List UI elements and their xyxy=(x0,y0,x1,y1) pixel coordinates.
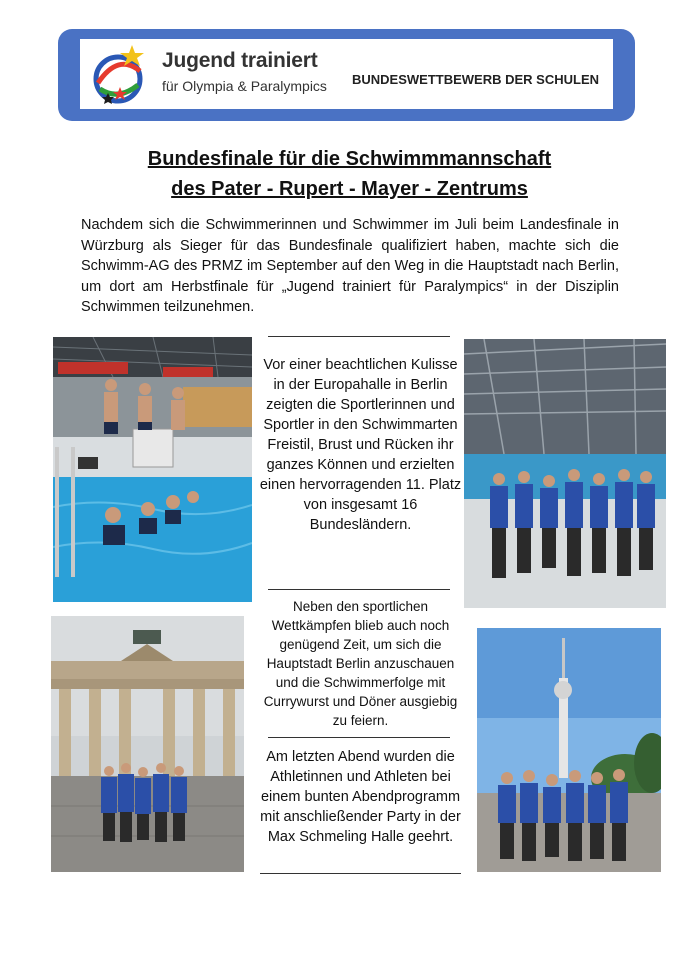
divider-middle xyxy=(268,589,450,590)
photo-pool-swimmers-image xyxy=(53,337,252,602)
paragraph-sightseeing: Neben den sportlichen Wettkämpfen blieb auch noch genügend Zeit, um sich die Hauptstadt Berlin anzuschauen und die Schwimmerfolge mit Currywurst und Döner ausgiebig zu feiern. xyxy=(263,599,458,728)
competition-tagline: BUNDESWETTBEWERB DER SCHULEN xyxy=(352,72,599,87)
paragraph-competition: Vor einer beachtlichen Kulisse in der Europahalle in Berlin zeigten die Sportlerinnen und Sportler in den Schwimmarten Freistil, Brust und Rücken ihr ganzes Können und erzielten einen hervorragenden 11. Platz von insgesamt 16 Bundesländern. xyxy=(259,357,462,533)
page-title-line1: Bundesfinale für die Schwimmmannschaft xyxy=(147,148,552,170)
photo-tv-tower xyxy=(477,628,661,872)
header-banner xyxy=(58,29,635,121)
photo-team-poolside xyxy=(464,339,666,608)
header-logo-box xyxy=(80,39,613,109)
photo-team-poolside-image xyxy=(464,339,666,608)
intro-paragraph: Nachdem sich die Schwimmerinnen und Schwimmer im Juli beim Landesfinale in Würzburg als Sieger für das Bundesfinale qualifiziert haben, machte sich die Schwimm-AG des PRMZ im September auf den Weg in die Hauptstadt nach Berlin, um dort am Herbstfinale für „Jugend trainiert für Paralympics“ in der Disziplin Schwimmen teilzunehmen. xyxy=(81,217,619,315)
page-title-line2: des Pater - Rupert - Mayer - Zentrums xyxy=(171,178,528,200)
paragraph-evening: Am letzten Abend wurden die Athletinnen und Athleten bei einem bunten Abendprogramm mit anschließender Party in der Max Schmeling Halle geehrt. xyxy=(260,749,461,845)
jtfo-logo-icon xyxy=(88,43,152,105)
divider-bottom xyxy=(260,873,461,874)
photo-pool-swimmers xyxy=(53,337,252,602)
divider-top xyxy=(268,336,450,337)
photo-brandenburg-gate-image xyxy=(51,616,244,872)
brand-name: Jugend trainiert xyxy=(162,49,318,72)
divider-lower xyxy=(268,737,450,738)
photo-tv-tower-image xyxy=(477,628,661,872)
brand-subtitle: für Olympia & Paralympics xyxy=(162,78,327,94)
photo-brandenburg-gate xyxy=(51,616,244,872)
